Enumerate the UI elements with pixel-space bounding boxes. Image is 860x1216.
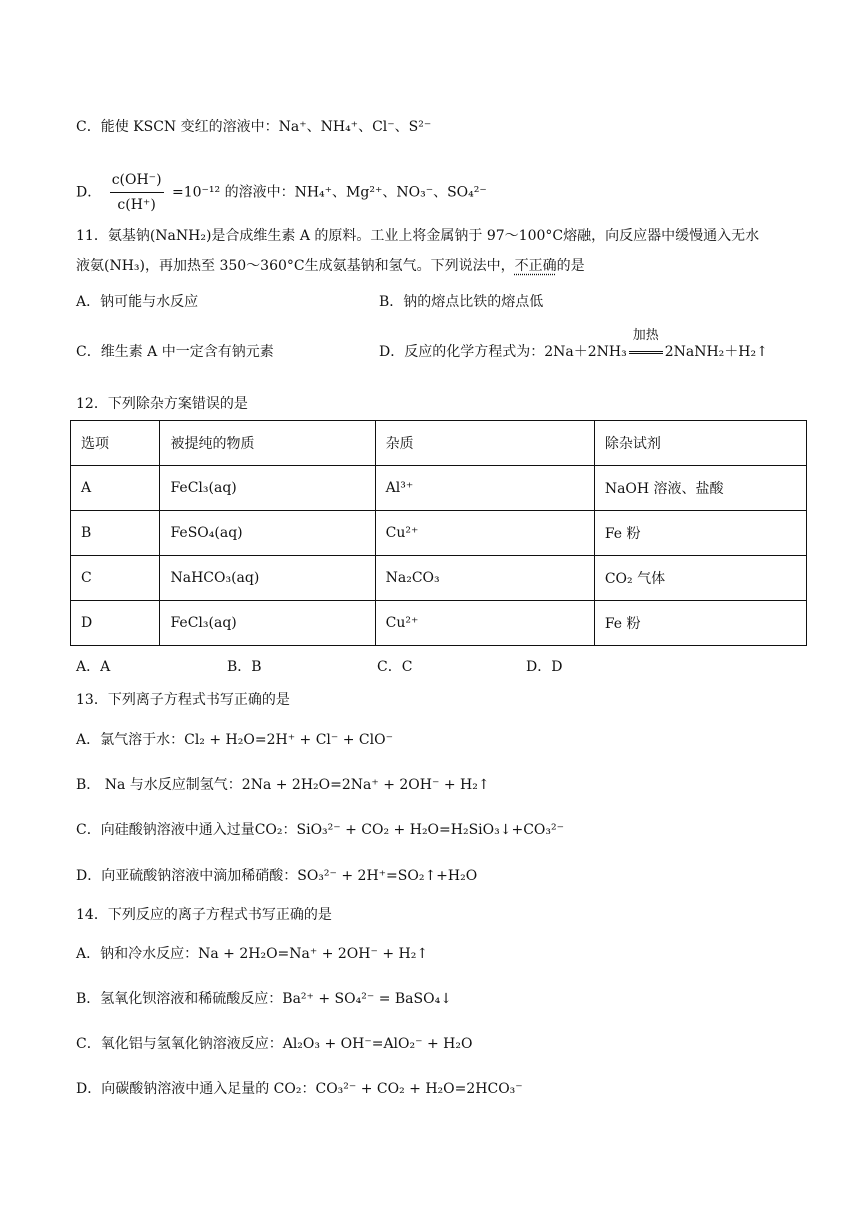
q11-option-c: C．维生素 A 中一定含有钠元素 [76,344,274,360]
q10-option-d-rest: =10⁻¹² 的溶液中：NH₄⁺、Mg²⁺、NO₃⁻、SO₄²⁻ [171,184,487,201]
table-cell: Cu²⁺ [375,511,594,556]
q14-option-d: D．向碳酸钠溶液中通入足量的 CO₂：CO₃²⁻ + CO₂ + H₂O=2HCO₃⁻ [76,1081,523,1097]
table-cell: FeCl₃(aq) [160,601,375,646]
q10-option-d-fraction [110,170,164,215]
q11-stem-line2-b: 的是 [556,258,585,274]
table-cell: Fe 粉 [594,511,806,556]
q10-option-c-label: C．能使 KSCN 变红的溶液中： [76,119,279,135]
table-cell: Al³⁺ [375,466,594,511]
q11-emphasis: 不正确 [514,258,557,274]
q11-stem-line2-a: 液氨(NH₃)，再加热至 350～360°C生成氨基钠和氢气。下列说法中， [76,258,515,274]
header-cell: 被提纯的物质 [160,421,375,466]
q10-option-d-label: D． [76,184,102,201]
q11-stem-line1: 11．氨基钠(NaNH₂)是合成维生素 A 的原料。工业上将金属钠于 97～100°C熔融，向反应器中缓慢通入无水 [76,228,760,244]
table-cell: Fe 粉 [594,601,806,646]
q13-option-c: C．向硅酸钠溶液中通入过量CO₂：SiO₃²⁻ + CO₂ + H₂O=H₂SiO₃↓+CO₃²⁻ [76,822,565,838]
reaction-condition [629,328,663,362]
q13-stem: 13．下列离子方程式书写正确的是 [76,692,290,708]
q13-option-b: B． Na 与水反应制氢气：2Na + 2H₂O=2Na⁺ + 2OH⁻ + H₂↑ [76,777,490,793]
table-cell: Cu²⁺ [375,601,594,646]
table-cell: NaHCO₃(aq) [160,556,375,601]
q12-table [70,420,807,646]
table-cell: C [71,556,160,601]
q11-option-d-b: 2NaNH₂＋H₂↑ [664,344,768,360]
q12-stem: 12．下列除杂方案错误的是 [76,396,248,412]
table-row [71,556,807,601]
table-cell: CO₂ 气体 [594,556,806,601]
table-cell: Na₂CO₃ [375,556,594,601]
reaction-condition-label: 加热 [632,328,659,343]
q11-option-b: B．钠的熔点比铁的熔点低 [379,294,544,310]
table-row [71,466,807,511]
table-cell: NaOH 溶液、盐酸 [594,466,806,511]
q14-option-a: A．钠和冷水反应：Na + 2H₂O=Na⁺ + 2OH⁻ + H₂↑ [76,946,429,962]
fraction-denominator: c(H⁺) [117,197,156,213]
table-cell: B [71,511,160,556]
q12-answer-c: C．C [377,659,413,675]
q10-option-c-ions: Na⁺、NH₄⁺、Cl⁻、S²⁻ [278,119,432,135]
q13-option-d: D．向亚硫酸钠溶液中滴加稀硝酸：SO₃²⁻ + 2H⁺=SO₂↑+H₂O [76,868,478,884]
q11-option-d-a: D．反应的化学方程式为：2Na＋2NH₃ [379,344,627,360]
q14-option-b: B．氢氧化钡溶液和稀硫酸反应：Ba²⁺ + SO₄²⁻ = BaSO₄↓ [76,991,452,1007]
q10-option-c [76,117,431,137]
q12-answer-a: A．A [76,659,111,675]
q12-answer-d: D．D [526,659,563,675]
q14-stem: 14．下列反应的离子方程式书写正确的是 [76,907,332,923]
table-header-row [71,421,807,466]
table-cell: A [71,466,160,511]
q13-option-a: A．氯气溶于水：Cl₂ + H₂O=2H⁺ + Cl⁻ + ClO⁻ [76,732,393,748]
table-cell: FeCl₃(aq) [160,466,375,511]
q11-option-d [379,328,768,362]
table-row [71,601,807,646]
header-cell: 除杂试剂 [594,421,806,466]
table-row [71,511,807,556]
q10-option-d [76,170,487,215]
q14-option-c: C．氧化铝与氢氧化钠溶液反应：Al₂O₃ + OH⁻=AlO₂⁻ + H₂O [76,1036,473,1052]
q12-answer-b: B．B [227,659,262,675]
header-cell: 杂质 [375,421,594,466]
table-cell: D [71,601,160,646]
fraction-numerator: c(OH⁻) [110,170,164,193]
table-cell: FeSO₄(aq) [160,511,375,556]
q11-option-a: A．钠可能与水反应 [76,294,199,310]
q11-stem-line2 [76,256,585,276]
header-cell: 选项 [71,421,160,466]
double-bar-sign [629,351,663,354]
